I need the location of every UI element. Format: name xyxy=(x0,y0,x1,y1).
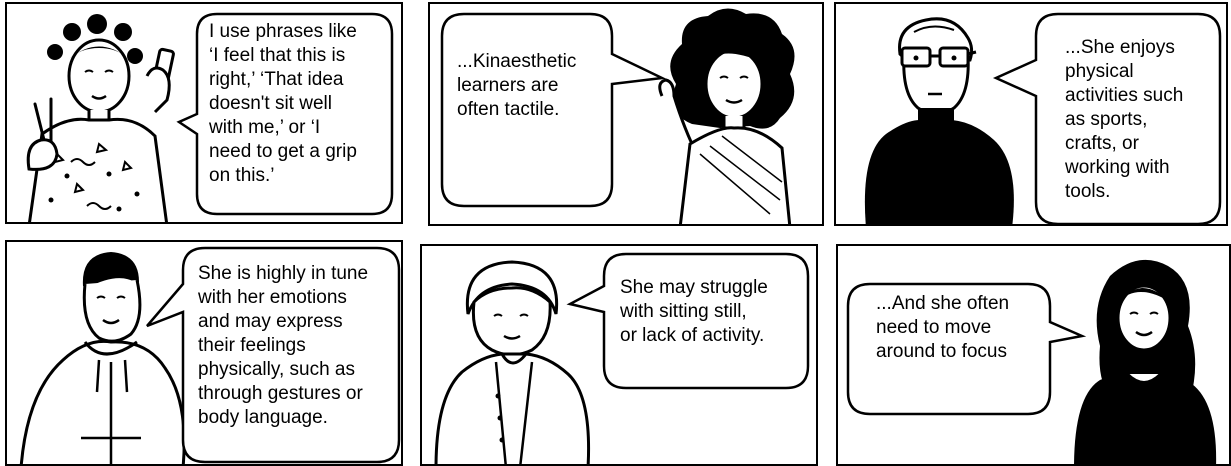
speech-text-6: ...And she often need to move around to focus xyxy=(876,293,1010,362)
speech-text-4: She is highly in tune with her emotions and may express their feelings physically, such as through gestures or body language. xyxy=(198,263,369,428)
speech-text-2: ...Kinaesthetic learners are often tactile. xyxy=(457,51,577,120)
comic-panel-3 xyxy=(834,2,1228,226)
comic-panel-2 xyxy=(428,2,824,226)
comic-panel-5 xyxy=(420,244,818,466)
speech-text-1: I use phrases like ‘I feel that this is right,’ ‘That idea doesn't sit well with me,’ or ‘I need to get a grip on this.’ xyxy=(209,21,357,186)
speech-text-3: ...She enjoys physical activities such as sports, crafts, or working with tools. xyxy=(1065,37,1184,202)
comic-panel-6 xyxy=(836,244,1231,466)
speech-text-5: She may struggle with sitting still, or lack of activity. xyxy=(620,277,768,346)
comic-panel-4 xyxy=(5,240,403,466)
comic-panel-1 xyxy=(5,2,403,224)
